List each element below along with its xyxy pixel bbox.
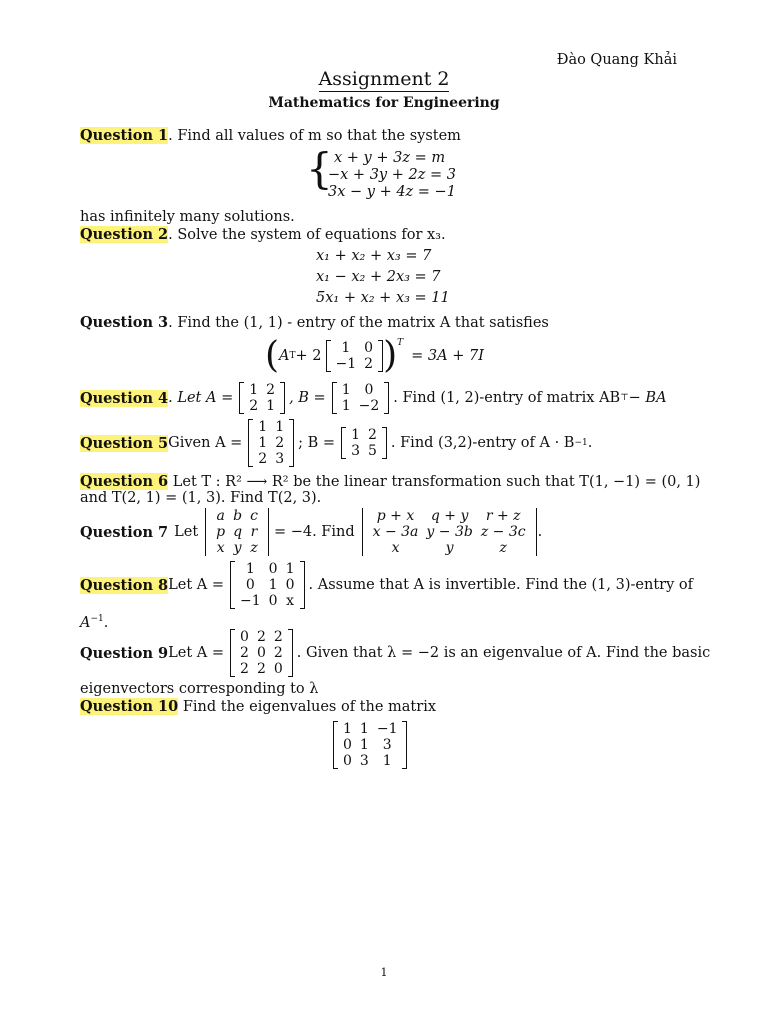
question-4-prompt <box>80 382 667 414</box>
q5-matrix-b <box>341 427 387 459</box>
question-7-prompt <box>80 508 542 556</box>
matrix-cell: 0 <box>285 577 295 593</box>
matrix-cell: x − 3a <box>372 524 419 540</box>
matrix-cell: 2 <box>273 629 283 645</box>
matrix-cell: r + z <box>485 508 521 524</box>
matrix-cell: y − 3b <box>426 524 473 540</box>
q5-pre: Given A = <box>168 435 243 451</box>
matrix-cell: c <box>250 508 258 524</box>
q4-matrix-a <box>239 382 285 414</box>
matrix-cell: z <box>499 540 507 556</box>
q4-post-sup: ⊤ <box>620 393 629 403</box>
question-3-text: . Find the (1, 1) - entry of the matrix A that satisfies <box>168 315 549 331</box>
q7-pre: Let <box>174 524 199 540</box>
matrix-cell: 2 <box>273 645 283 661</box>
matrix-cell: x <box>216 540 225 556</box>
page-number: 1 <box>380 966 388 979</box>
matrix-cell: 2 <box>367 427 377 443</box>
matrix-cell: 0 <box>273 661 283 677</box>
question-3-prompt <box>80 314 549 331</box>
q8-after: $A^{-1}$. <box>80 614 109 631</box>
q4-post: . Find (1, 2)-entry of matrix AB <box>393 390 621 406</box>
matrix-cell: 1 <box>245 561 255 577</box>
q3-lhs: A <box>279 348 290 364</box>
matrix-cell: 0 <box>268 593 278 609</box>
q5-matrix-a <box>248 419 294 467</box>
question-1-after: has infinitely many solutions. <box>80 209 295 225</box>
q4-mid: , B = <box>289 390 326 406</box>
q9-post: . Given that λ = −2 is an eigenvalue of A. Find the basic <box>296 645 711 661</box>
q10-text: Find the eigenvalues of the matrix <box>178 699 437 715</box>
q10-matrix <box>333 721 407 769</box>
matrix-cell: 2 <box>256 661 266 677</box>
matrix-cell: a <box>216 508 225 524</box>
question-1-text: . Find all values of m so that the system <box>168 128 461 144</box>
matrix-cell: 0 <box>364 340 374 356</box>
matrix-cell: 0 <box>343 737 352 753</box>
matrix-cell: 0 <box>343 753 352 769</box>
question-4-label: Question 4 <box>80 389 169 407</box>
question-1-brace: { <box>306 144 333 193</box>
matrix-cell: 2 <box>266 382 276 398</box>
matrix-cell: p <box>216 524 226 540</box>
matrix-cell: 2 <box>240 645 249 661</box>
matrix-cell: −1 <box>376 721 398 737</box>
q9-matrix <box>230 629 293 677</box>
q2-equation-1: x₁ + x₂ + x₃ = 7 <box>316 248 432 264</box>
question-3-label: Question 3 <box>80 314 169 331</box>
matrix-cell: 1 <box>285 561 295 577</box>
question-6-label: Question 6 <box>80 473 169 490</box>
matrix-cell: 0 <box>245 577 255 593</box>
matrix-cell: 2 <box>258 451 268 467</box>
matrix-cell: p + x <box>376 508 415 524</box>
matrix-cell: 1 <box>341 340 351 356</box>
matrix-cell: 1 <box>351 427 360 443</box>
question-2-label: Question 2 <box>80 226 169 243</box>
matrix-cell: 2 <box>240 661 249 677</box>
q3-matrix <box>326 340 384 372</box>
question-3-equation: ( A T + 2 1 0 −1 2 ) $^T$ = 3A + 7I <box>265 335 484 376</box>
q8-matrix <box>230 561 304 609</box>
matrix-cell: 3 <box>382 737 392 753</box>
matrix-cell: −1 <box>240 593 261 609</box>
matrix-cell: 2 <box>364 356 374 372</box>
question-6-prompt <box>80 473 700 490</box>
matrix-cell: b <box>233 508 243 524</box>
q5-post: . Find (3,2)-entry of A · B <box>390 435 575 451</box>
matrix-cell: 1 <box>359 737 369 753</box>
matrix-cell: −1 <box>335 356 357 372</box>
question-7-label: Question 7 <box>80 523 169 541</box>
question-9-prompt <box>80 629 710 677</box>
q6-line-2: and T(2, 1) = (1, 3). Find T(2, 3). <box>80 490 322 506</box>
matrix-cell: y <box>233 540 242 556</box>
q1-equation-2: −x + 3y + 2z = 3 <box>328 167 456 183</box>
question-5-label: Question 5 <box>80 434 169 452</box>
matrix-cell: 3 <box>275 451 285 467</box>
q1-equation-1: x + y + 3z = m <box>334 150 446 166</box>
matrix-cell: 1 <box>341 398 351 414</box>
matrix-cell: 2 <box>249 398 259 414</box>
matrix-cell: 0 <box>256 645 266 661</box>
matrix-cell: 1 <box>341 382 351 398</box>
matrix-cell: 1 <box>258 419 268 435</box>
matrix-cell: q + y <box>430 508 469 524</box>
q6-line-1: Let T : R² ⟶ R² be the linear transformation such that T(1, −1) = (0, 1) <box>168 474 701 490</box>
q7-mid: = −4. Find <box>273 524 355 540</box>
q4-matrix-b <box>332 382 390 414</box>
matrix-cell: 0 <box>364 382 374 398</box>
matrix-cell: 1 <box>359 721 369 737</box>
q3-plus: + 2 <box>295 348 322 364</box>
q2-equation-3: 5x₁ + x₂ + x₃ = 11 <box>316 290 450 306</box>
q5-mid: ; B = <box>298 435 336 451</box>
q8-post: . Assume that A is invertible. Find the (1, 3)-entry of <box>308 577 693 593</box>
matrix-cell: y <box>445 540 454 556</box>
course-subtitle: Mathematics for Engineering <box>268 95 500 111</box>
question-8-label: Question 8 <box>80 576 169 594</box>
assignment-title <box>0 68 768 90</box>
question-5-prompt <box>80 419 592 467</box>
q7-determinant-1 <box>204 508 270 556</box>
q3-outer-sup: T <box>397 338 404 348</box>
q4-pre: . Let A = <box>168 390 234 406</box>
matrix-cell: 1 <box>258 435 268 451</box>
matrix-cell: 1 <box>249 382 259 398</box>
q4-post2: − BA <box>628 390 667 406</box>
matrix-cell: 1 <box>343 721 352 737</box>
matrix-cell: 3 <box>359 753 369 769</box>
matrix-cell: x <box>391 540 400 556</box>
q5-post2: . <box>587 435 593 451</box>
matrix-cell: r <box>250 524 258 540</box>
q3-lhs-sup: T <box>289 351 296 361</box>
q3-rhs: = 3A + 7I <box>411 348 484 364</box>
matrix-cell: 2 <box>256 629 266 645</box>
author-name: Đào Quang Khải <box>556 52 677 68</box>
matrix-cell: 1 <box>382 753 392 769</box>
matrix-cell: q <box>233 524 243 540</box>
q7-determinant-2 <box>361 508 538 556</box>
q3-matrix-table <box>332 340 378 372</box>
question-8-prompt <box>80 561 693 609</box>
question-2-prompt <box>80 226 446 243</box>
matrix-cell: −2 <box>358 398 380 414</box>
q1-equation-3: 3x − y + 4z = −1 <box>328 184 456 200</box>
matrix-cell: x <box>286 593 294 609</box>
question-2-text: . Solve the system of equations for x₃. <box>168 227 446 243</box>
matrix-cell: 1 <box>275 419 285 435</box>
q9-after: eigenvectors corresponding to λ <box>80 681 319 697</box>
matrix-cell: 2 <box>275 435 285 451</box>
matrix-cell: 5 <box>367 443 377 459</box>
q5-post-sup: −1 <box>574 438 588 448</box>
matrix-cell: 0 <box>240 629 249 645</box>
matrix-cell: z − 3c <box>480 524 526 540</box>
q9-pre: Let A = <box>168 645 225 661</box>
q7-post: . <box>537 524 543 540</box>
q8-pre: Let A = <box>168 577 225 593</box>
matrix-cell: z <box>250 540 258 556</box>
matrix-cell: 1 <box>266 398 276 414</box>
question-1-label: Question 1 <box>80 127 169 144</box>
question-9-label: Question 9 <box>80 644 169 662</box>
matrix-cell: 0 <box>268 561 278 577</box>
matrix-cell: 3 <box>351 443 360 459</box>
question-10-prompt <box>80 698 436 715</box>
question-1-prompt <box>80 127 461 144</box>
title-text: Assignment 2 <box>318 68 450 90</box>
matrix-cell: 1 <box>268 577 278 593</box>
q2-equation-2: x₁ − x₂ + 2x₃ = 7 <box>316 269 441 285</box>
question-10-label: Question 10 <box>80 698 179 715</box>
question-1-system <box>328 150 456 201</box>
